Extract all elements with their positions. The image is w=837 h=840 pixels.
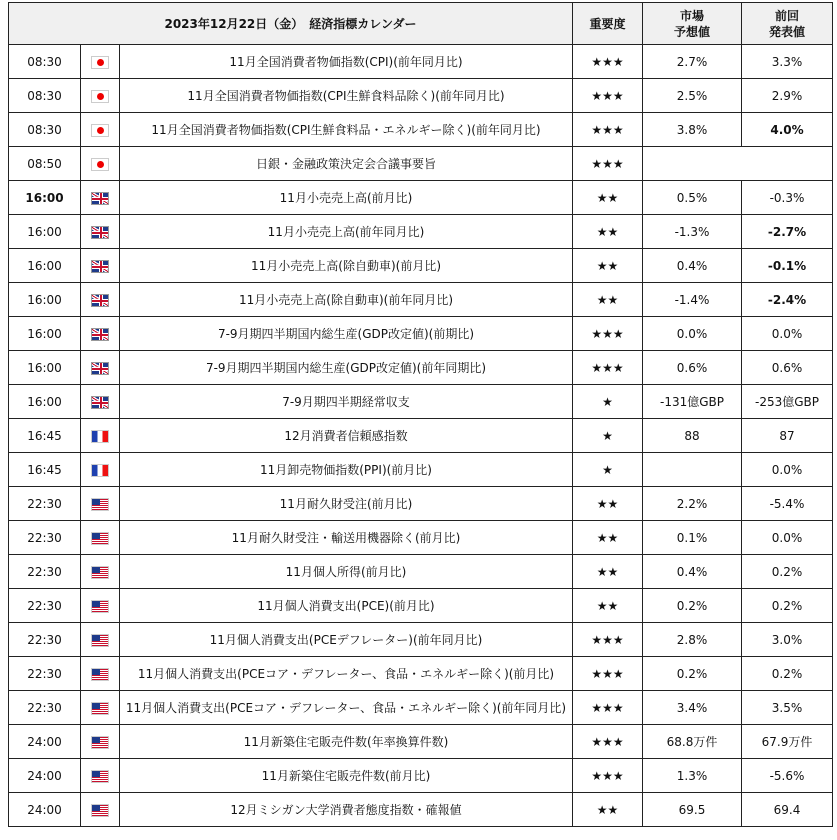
flag-fr-icon [91, 430, 109, 443]
empty-values [643, 147, 833, 181]
table-row [9, 793, 833, 827]
table-row [9, 725, 833, 759]
calendar-title: 2023年12月22日（金） 経済指標カレンダー [9, 3, 573, 45]
flag-jp-icon [91, 90, 109, 103]
previous-value: -0.1% [742, 249, 833, 283]
table-row [9, 589, 833, 623]
country-flag-cell [81, 215, 120, 249]
forecast-value: 0.2% [643, 589, 742, 623]
previous-value: -5.6% [742, 759, 833, 793]
forecast-value: 69.5 [643, 793, 742, 827]
previous-value: 0.0% [742, 453, 833, 487]
event-name: 11月小売売上高(前年同月比) [120, 215, 573, 249]
forecast-value [643, 453, 742, 487]
header-row [9, 3, 833, 45]
event-name: 11月新築住宅販売件数(年率換算件数) [120, 725, 573, 759]
importance-stars: ★★★ [573, 623, 643, 657]
importance-header: 重要度 [573, 3, 643, 45]
importance-stars: ★★★ [573, 691, 643, 725]
flag-us-icon [91, 566, 109, 579]
table-row [9, 113, 833, 147]
country-flag-cell [81, 79, 120, 113]
forecast-value: 3.4% [643, 691, 742, 725]
event-time: 08:50 [9, 147, 81, 181]
table-row [9, 521, 833, 555]
table-row [9, 351, 833, 385]
forecast-value: -131億GBP [643, 385, 742, 419]
previous-value: 3.5% [742, 691, 833, 725]
importance-stars: ★★★ [573, 725, 643, 759]
table-row [9, 79, 833, 113]
event-name: 11月個人消費支出(PCEコア・デフレーター、食品・エネルギー除く)(前年同月比) [120, 691, 573, 725]
importance-stars: ★★★ [573, 317, 643, 351]
flag-us-icon [91, 736, 109, 749]
event-name: 12月消費者信頼感指数 [120, 419, 573, 453]
table-row [9, 555, 833, 589]
event-name: 11月個人消費支出(PCEデフレーター)(前年同月比) [120, 623, 573, 657]
event-name: 11月全国消費者物価指数(CPI生鮮食料品・エネルギー除く)(前年同月比) [120, 113, 573, 147]
flag-us-icon [91, 804, 109, 817]
event-name: 11月耐久財受注・輸送用機器除く(前月比) [120, 521, 573, 555]
country-flag-cell [81, 317, 120, 351]
forecast-value: 3.8% [643, 113, 742, 147]
event-time: 22:30 [9, 589, 81, 623]
table-row [9, 419, 833, 453]
flag-gb-icon [91, 260, 109, 273]
table-row [9, 215, 833, 249]
event-time: 16:00 [9, 181, 81, 215]
calendar-body [9, 45, 833, 827]
importance-stars: ★★ [573, 249, 643, 283]
country-flag-cell [81, 45, 120, 79]
previous-value: 0.0% [742, 317, 833, 351]
flag-us-icon [91, 532, 109, 545]
event-name: 11月小売売上高(除自動車)(前年同月比) [120, 283, 573, 317]
importance-stars: ★★ [573, 555, 643, 589]
event-name: 11月耐久財受注(前月比) [120, 487, 573, 521]
previous-value: 2.9% [742, 79, 833, 113]
event-time: 22:30 [9, 657, 81, 691]
previous-value: 0.2% [742, 589, 833, 623]
flag-gb-icon [91, 362, 109, 375]
forecast-value: 2.8% [643, 623, 742, 657]
event-time: 22:30 [9, 521, 81, 555]
forecast-value: 68.8万件 [643, 725, 742, 759]
flag-gb-icon [91, 294, 109, 307]
flag-us-icon [91, 668, 109, 681]
table-row [9, 759, 833, 793]
table-row [9, 283, 833, 317]
event-time: 08:30 [9, 113, 81, 147]
forecast-value: -1.3% [643, 215, 742, 249]
forecast-value: 0.5% [643, 181, 742, 215]
importance-stars: ★★★ [573, 759, 643, 793]
country-flag-cell [81, 555, 120, 589]
event-time: 16:45 [9, 419, 81, 453]
importance-stars: ★★ [573, 283, 643, 317]
forecast-value: 0.6% [643, 351, 742, 385]
importance-stars: ★★ [573, 487, 643, 521]
country-flag-cell [81, 759, 120, 793]
country-flag-cell [81, 351, 120, 385]
table-row [9, 181, 833, 215]
flag-us-icon [91, 498, 109, 511]
previous-value: 67.9万件 [742, 725, 833, 759]
forecast-value: 2.5% [643, 79, 742, 113]
country-flag-cell [81, 725, 120, 759]
event-name: 11月全国消費者物価指数(CPI)(前年同月比) [120, 45, 573, 79]
forecast-value: 88 [643, 419, 742, 453]
importance-stars: ★★★ [573, 351, 643, 385]
country-flag-cell [81, 623, 120, 657]
previous-value: -0.3% [742, 181, 833, 215]
event-time: 16:00 [9, 385, 81, 419]
previous-value: -253億GBP [742, 385, 833, 419]
event-name: 12月ミシガン大学消費者態度指数・確報値 [120, 793, 573, 827]
forecast-value: 0.4% [643, 555, 742, 589]
forecast-value: 0.0% [643, 317, 742, 351]
importance-stars: ★★ [573, 521, 643, 555]
importance-stars: ★ [573, 385, 643, 419]
forecast-header-line2: 予想値 [673, 24, 710, 39]
importance-stars: ★★★ [573, 147, 643, 181]
event-time: 22:30 [9, 623, 81, 657]
flag-jp-icon [91, 56, 109, 69]
previous-value: 4.0% [742, 113, 833, 147]
forecast-value: 2.2% [643, 487, 742, 521]
economic-calendar-table [8, 2, 833, 827]
importance-stars: ★ [573, 453, 643, 487]
flag-jp-icon [91, 124, 109, 137]
table-row [9, 385, 833, 419]
country-flag-cell [81, 521, 120, 555]
flag-us-icon [91, 600, 109, 613]
country-flag-cell [81, 657, 120, 691]
previous-value: 0.0% [742, 521, 833, 555]
country-flag-cell [81, 691, 120, 725]
previous-value: 0.2% [742, 555, 833, 589]
event-name: 11月新築住宅販売件数(前月比) [120, 759, 573, 793]
previous-value: 0.2% [742, 657, 833, 691]
previous-header-line1: 前回 [774, 8, 799, 23]
importance-stars: ★★ [573, 793, 643, 827]
flag-us-icon [91, 702, 109, 715]
event-name: 11月個人消費支出(PCEコア・デフレーター、食品・エネルギー除く)(前月比) [120, 657, 573, 691]
country-flag-cell [81, 453, 120, 487]
importance-stars: ★★ [573, 215, 643, 249]
previous-header-line2: 発表値 [768, 24, 805, 39]
table-row [9, 147, 833, 181]
forecast-value: 2.7% [643, 45, 742, 79]
table-row [9, 249, 833, 283]
event-time: 16:00 [9, 351, 81, 385]
forecast-value: 1.3% [643, 759, 742, 793]
table-row [9, 45, 833, 79]
country-flag-cell [81, 113, 120, 147]
previous-value: 69.4 [742, 793, 833, 827]
event-name: 7-9月期四半期国内総生産(GDP改定値)(前期比) [120, 317, 573, 351]
country-flag-cell [81, 793, 120, 827]
event-time: 22:30 [9, 555, 81, 589]
forecast-value: -1.4% [643, 283, 742, 317]
flag-gb-icon [91, 226, 109, 239]
country-flag-cell [81, 283, 120, 317]
previous-value: -5.4% [742, 487, 833, 521]
event-name: 日銀・金融政策決定会合議事要旨 [120, 147, 573, 181]
event-time: 16:00 [9, 215, 81, 249]
importance-stars: ★★ [573, 589, 643, 623]
table-row [9, 691, 833, 725]
previous-value: 0.6% [742, 351, 833, 385]
event-time: 16:00 [9, 249, 81, 283]
importance-stars: ★★★ [573, 113, 643, 147]
event-time: 16:00 [9, 283, 81, 317]
table-row [9, 623, 833, 657]
event-name: 11月個人所得(前月比) [120, 555, 573, 589]
forecast-value: 0.2% [643, 657, 742, 691]
previous-value: 3.3% [742, 45, 833, 79]
flag-gb-icon [91, 328, 109, 341]
event-time: 24:00 [9, 793, 81, 827]
country-flag-cell [81, 385, 120, 419]
forecast-header [643, 3, 742, 45]
flag-fr-icon [91, 464, 109, 477]
event-time: 08:30 [9, 79, 81, 113]
previous-value: 87 [742, 419, 833, 453]
flag-gb-icon [91, 192, 109, 205]
previous-value: -2.7% [742, 215, 833, 249]
event-name: 11月卸売物価指数(PPI)(前月比) [120, 453, 573, 487]
event-name: 11月個人消費支出(PCE)(前月比) [120, 589, 573, 623]
country-flag-cell [81, 419, 120, 453]
event-name: 11月小売売上高(除自動車)(前月比) [120, 249, 573, 283]
event-name: 7-9月期四半期国内総生産(GDP改定値)(前年同期比) [120, 351, 573, 385]
previous-header [742, 3, 833, 45]
table-row [9, 487, 833, 521]
forecast-header-line1: 市場 [679, 8, 704, 23]
event-time: 08:30 [9, 45, 81, 79]
event-name: 11月小売売上高(前月比) [120, 181, 573, 215]
importance-stars: ★★★ [573, 657, 643, 691]
importance-stars: ★ [573, 419, 643, 453]
table-row [9, 317, 833, 351]
event-name: 7-9月期四半期経常収支 [120, 385, 573, 419]
country-flag-cell [81, 181, 120, 215]
previous-value: 3.0% [742, 623, 833, 657]
country-flag-cell [81, 487, 120, 521]
flag-us-icon [91, 770, 109, 783]
importance-stars: ★★ [573, 181, 643, 215]
country-flag-cell [81, 147, 120, 181]
forecast-value: 0.4% [643, 249, 742, 283]
importance-stars: ★★★ [573, 45, 643, 79]
event-name: 11月全国消費者物価指数(CPI生鮮食料品除く)(前年同月比) [120, 79, 573, 113]
table-row [9, 453, 833, 487]
event-time: 24:00 [9, 725, 81, 759]
flag-us-icon [91, 634, 109, 647]
event-time: 22:30 [9, 691, 81, 725]
country-flag-cell [81, 249, 120, 283]
importance-stars: ★★★ [573, 79, 643, 113]
previous-value: -2.4% [742, 283, 833, 317]
event-time: 22:30 [9, 487, 81, 521]
country-flag-cell [81, 589, 120, 623]
flag-jp-icon [91, 158, 109, 171]
event-time: 24:00 [9, 759, 81, 793]
flag-gb-icon [91, 396, 109, 409]
event-time: 16:45 [9, 453, 81, 487]
event-time: 16:00 [9, 317, 81, 351]
forecast-value: 0.1% [643, 521, 742, 555]
table-row [9, 657, 833, 691]
